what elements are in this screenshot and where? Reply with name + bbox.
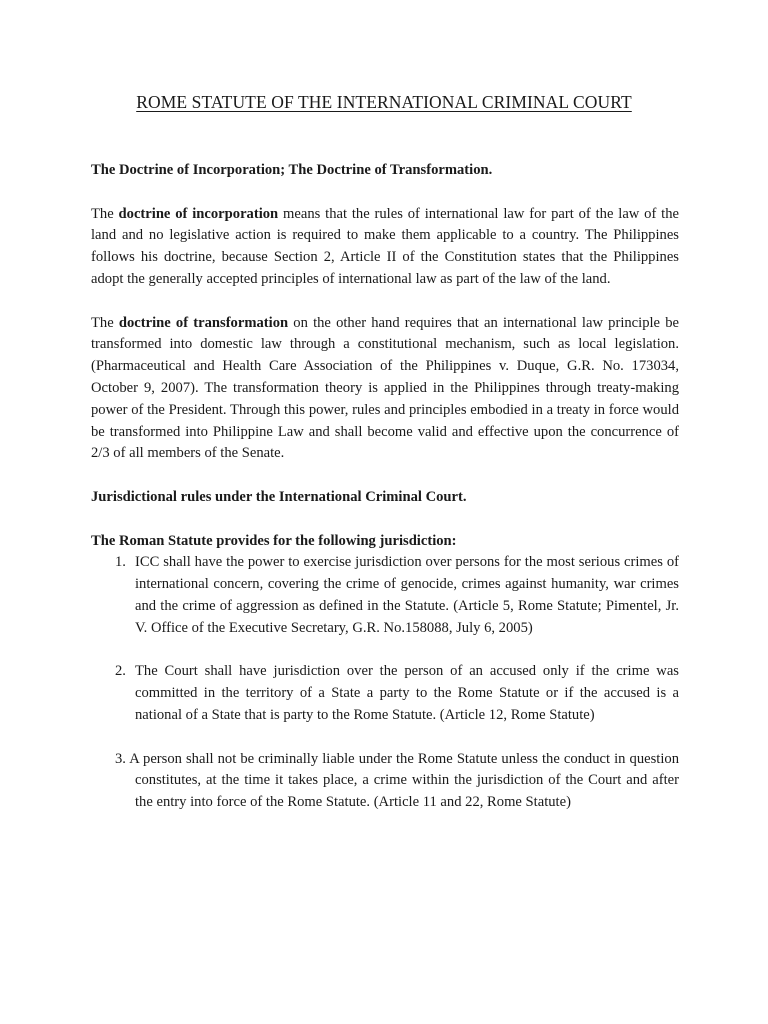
- list-item-text: ICC shall have the power to exercise jurisdiction over persons for the most serious crimes of international concern, covering the crime of genocide, crimes against humanity, war crimes and the crime of aggression as defined in the Statute. (Article 5, Rome Statute; Pimentel, Jr. V. Office of the Executive Secretary, G.R. No.158088, July 6, 2005): [135, 554, 679, 636]
- list-item-text: The Court shall have jurisdiction over the person of an accused only if the crime was committed in the territory of a State a party to the Rome Statute or if the accused is a national of a State that is party to the Rome Statute. (Article 12, Rome Statute): [135, 663, 679, 723]
- list-item-number: 2.: [115, 663, 126, 680]
- para-lead: The: [91, 314, 119, 331]
- para-text: means that the rules of international law for part of the law of the land and no legislative action is required to make them applicable to a country. The Philippines follows his doctrine, because Section 2, Article II of the Constitution states that the Philippines adopt the generally accepted principles of international law as part of the law of the land.: [91, 205, 679, 287]
- para-lead: The: [91, 205, 119, 222]
- paragraph-transformation: [91, 313, 679, 466]
- list-item-number: 3.: [115, 750, 126, 767]
- list-item: [91, 661, 679, 726]
- term-transformation: doctrine of transformation: [118, 314, 289, 331]
- paragraph-incorporation: [91, 204, 679, 291]
- para-text: on the other hand requires that an international law principle be transformed into domestic law through a constitutional mechanism, such as local legislation. (Pharmaceutical and Health Care Association of the Philippines v. Duque, G.R. No. 173034, October 9, 2007). The transformation theory is applied in the Philippines through treaty-making power of the President. Through this power, rules and principles embodied in a treaty in force would be transformed into Philippine Law and shall become valid and effective upon the concurrence of 2/3 of all members of the Senate.: [91, 314, 679, 462]
- list-item: [91, 749, 679, 814]
- section-heading-doctrines: The Doctrine of Incorporation; The Doctrine of Transformation.: [91, 162, 493, 178]
- list-item: [91, 552, 679, 639]
- section-heading-jurisdiction: Jurisdictional rules under the International Criminal Court.: [91, 488, 467, 505]
- term-incorporation: doctrine of incorporation: [118, 205, 279, 222]
- list-item-number: 1.: [115, 554, 126, 571]
- subheading-roman-statute: The Roman Statute provides for the following jurisdiction:: [91, 532, 457, 549]
- document-body: [91, 160, 679, 814]
- document-title: ROME STATUTE OF THE INTERNATIONAL CRIMINAL COURT: [136, 92, 632, 112]
- list-item-text: A person shall not be criminally liable under the Rome Statute unless the conduct in question constitutes, at the time it takes place, a crime within the jurisdiction of the Court and after the entry into force of the Rome Statute. (Article 11 and 22, Rome Statute): [129, 750, 679, 811]
- jurisdiction-list: [91, 552, 679, 814]
